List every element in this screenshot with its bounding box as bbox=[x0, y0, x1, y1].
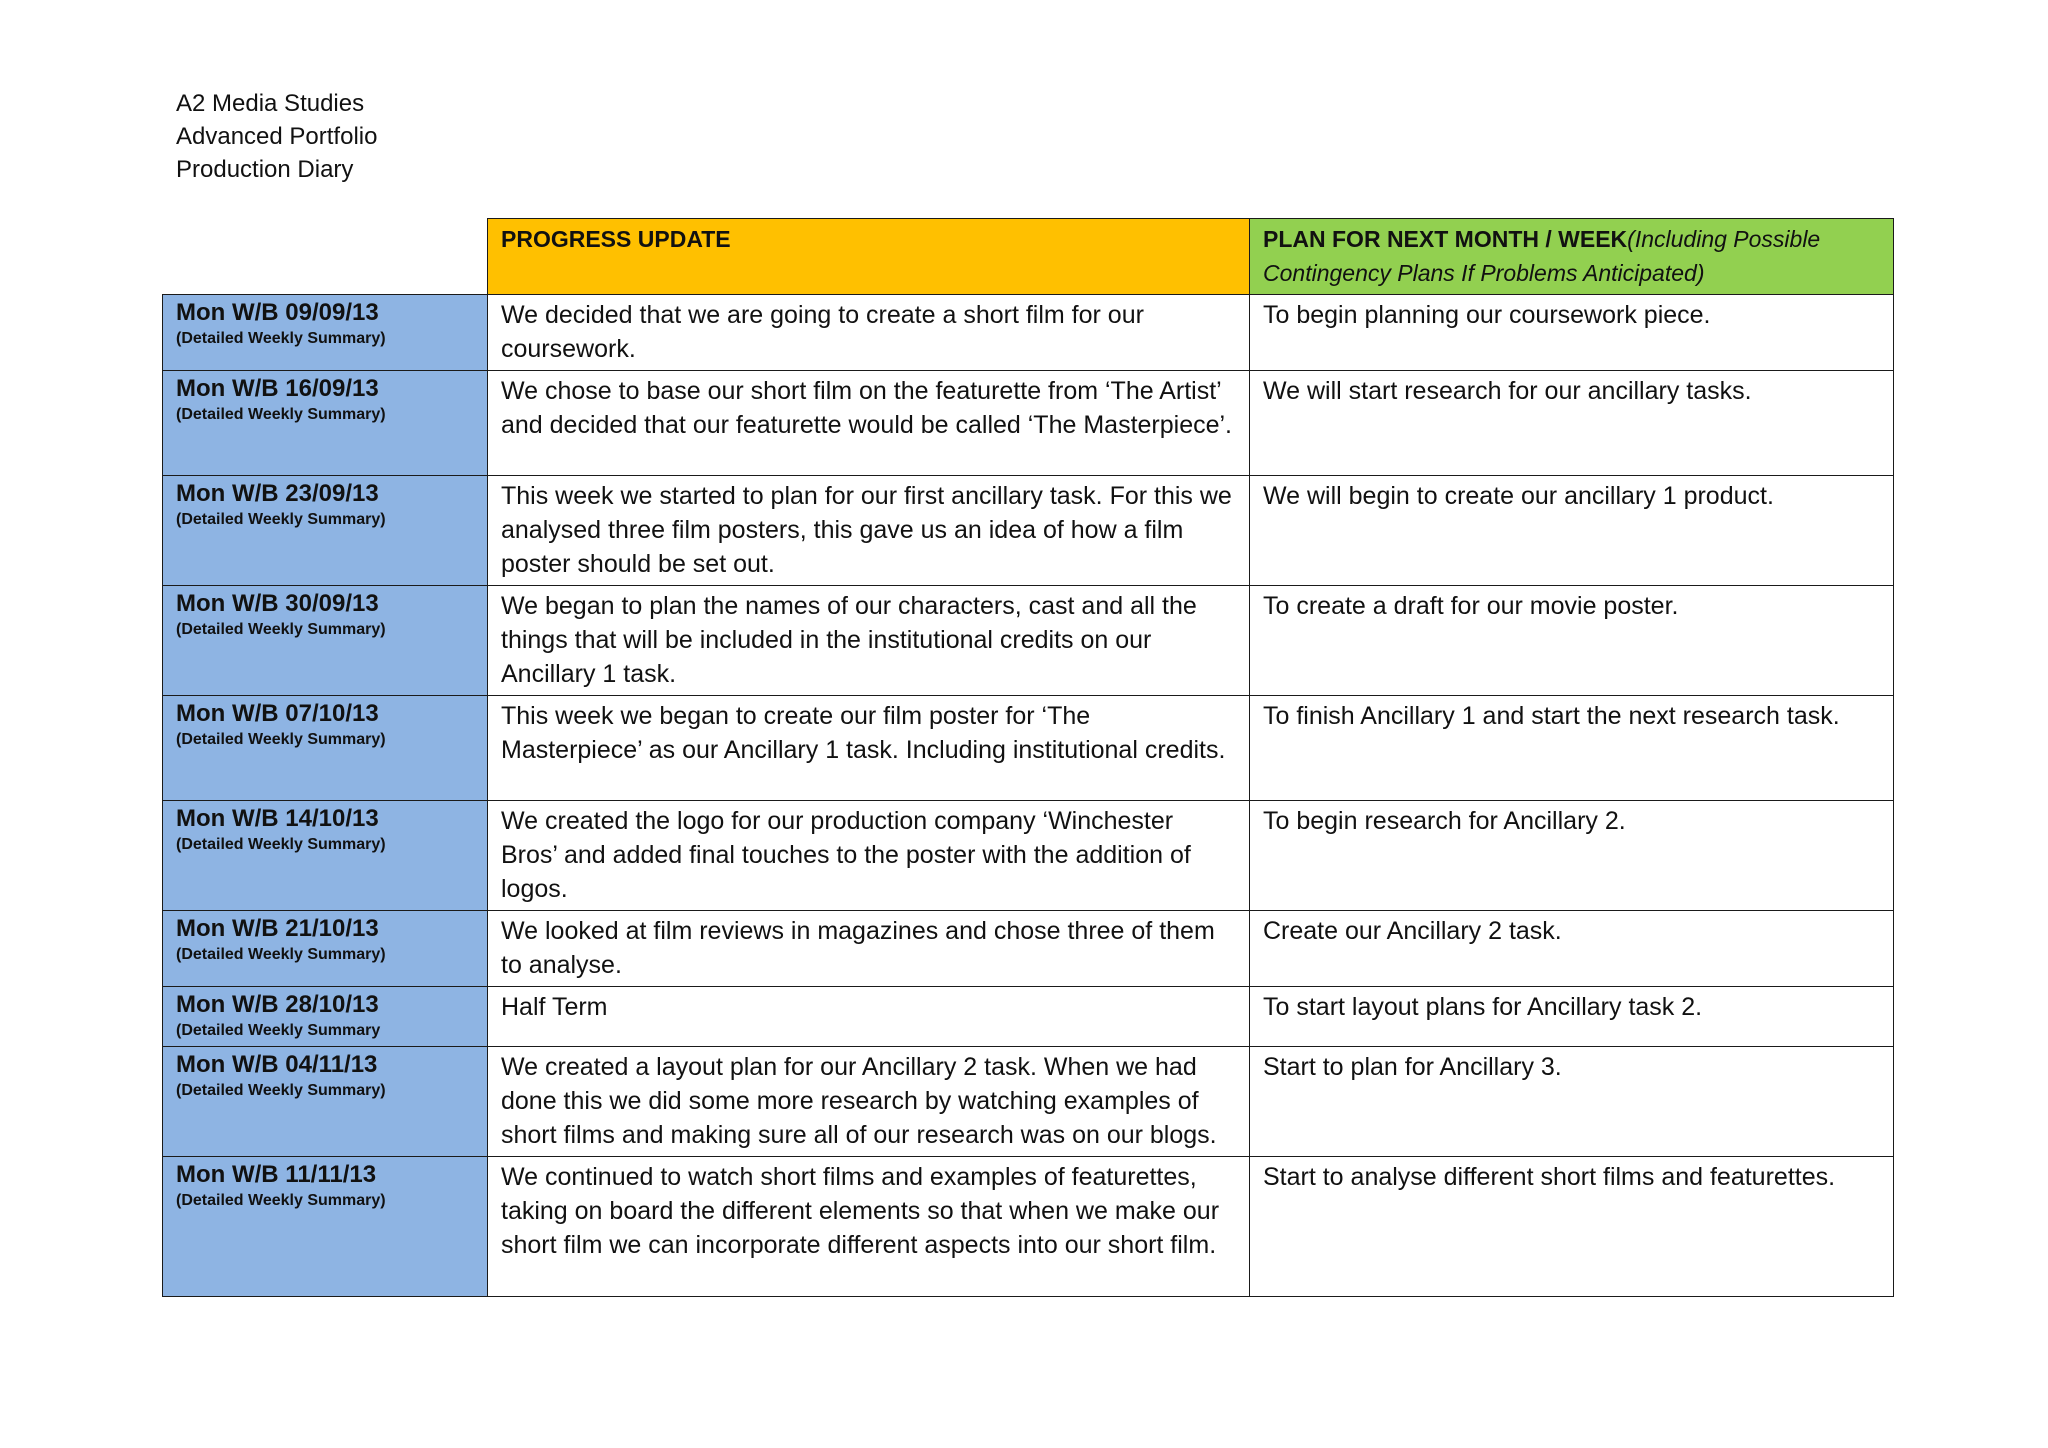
week-label: Mon W/B 30/09/13 bbox=[176, 590, 379, 617]
week-summary-note: (Detailed Weekly Summary) bbox=[176, 511, 386, 528]
week-cell bbox=[163, 696, 488, 801]
plan-next-header bbox=[1250, 219, 1894, 295]
header-blank-cell bbox=[163, 219, 488, 295]
plan-cell: To begin planning our coursework piece. bbox=[1250, 295, 1894, 371]
plan-cell: Create our Ancillary 2 task. bbox=[1250, 911, 1894, 987]
progress-update-header: PROGRESS UPDATE bbox=[488, 219, 1250, 295]
week-cell bbox=[163, 801, 488, 911]
course-title: A2 Media Studies bbox=[176, 90, 365, 117]
week-summary-note: (Detailed Weekly Summary) bbox=[176, 1082, 386, 1099]
progress-cell: We created a layout plan for our Ancillary 2 task. When we had done this we did some more research by watching examples of short films and making sure all of our research was on our blogs. bbox=[488, 1047, 1250, 1157]
week-summary-note: (Detailed Weekly Summary) bbox=[176, 731, 386, 748]
plan-cell: We will begin to create our ancillary 1 product. bbox=[1250, 476, 1894, 586]
week-summary-note: (Detailed Weekly Summary) bbox=[176, 946, 386, 963]
week-summary-note: (Detailed Weekly Summary) bbox=[176, 406, 386, 423]
table-row bbox=[163, 801, 1894, 911]
plan-header-bold: PLAN FOR NEXT MONTH / WEEK bbox=[1263, 226, 1628, 252]
table-row bbox=[163, 696, 1894, 801]
table-row bbox=[163, 987, 1894, 1047]
progress-cell: This week we started to plan for our first ancillary task. For this we analysed three film posters, this gave us an idea of how a film poster should be set out. bbox=[488, 476, 1250, 586]
plan-cell: To create a draft for our movie poster. bbox=[1250, 586, 1894, 696]
week-cell bbox=[163, 911, 488, 987]
table-row bbox=[163, 371, 1894, 476]
week-label: Mon W/B 09/09/13 bbox=[176, 299, 379, 326]
progress-cell: Half Term bbox=[488, 987, 1250, 1047]
progress-cell: We decided that we are going to create a short film for our coursework. bbox=[488, 295, 1250, 371]
week-label: Mon W/B 21/10/13 bbox=[176, 915, 379, 942]
plan-cell: To begin research for Ancillary 2. bbox=[1250, 801, 1894, 911]
plan-cell: Start to analyse different short films and featurettes. bbox=[1250, 1157, 1894, 1297]
week-label: Mon W/B 28/10/13 bbox=[176, 991, 379, 1018]
week-summary-note: (Detailed Weekly Summary) bbox=[176, 330, 386, 347]
progress-cell: This week we began to create our film poster for ‘The Masterpiece’ as our Ancillary 1 task. Including institutional credits. bbox=[488, 696, 1250, 801]
plan-cell: Start to plan for Ancillary 3. bbox=[1250, 1047, 1894, 1157]
table-row bbox=[163, 1047, 1894, 1157]
week-cell bbox=[163, 1047, 488, 1157]
table-row bbox=[163, 911, 1894, 987]
week-label: Mon W/B 04/11/13 bbox=[176, 1051, 378, 1078]
plan-cell: To start layout plans for Ancillary task 2. bbox=[1250, 987, 1894, 1047]
production-diary-table bbox=[162, 218, 1894, 1297]
week-cell bbox=[163, 1157, 488, 1297]
plan-header-italic: (Including Possible Contingency Plans If Problems Anticipated) bbox=[1263, 226, 1821, 286]
week-summary-note: (Detailed Weekly Summary bbox=[176, 1022, 381, 1039]
progress-cell: We created the logo for our production company ‘Winchester Bros’ and added final touches to the poster with the addition of logos. bbox=[488, 801, 1250, 911]
progress-cell: We continued to watch short films and examples of featurettes, taking on board the different elements so that when we make our short film we can incorporate different aspects into our short film. bbox=[488, 1157, 1250, 1297]
progress-cell: We chose to base our short film on the featurette from ‘The Artist’ and decided that our featurette would be called ‘The Masterpiece’. bbox=[488, 371, 1250, 476]
week-label: Mon W/B 16/09/13 bbox=[176, 375, 379, 402]
week-cell bbox=[163, 476, 488, 586]
week-label: Mon W/B 11/11/13 bbox=[176, 1161, 377, 1188]
progress-cell: We looked at film reviews in magazines and chose three of them to analyse. bbox=[488, 911, 1250, 987]
week-label: Mon W/B 23/09/13 bbox=[176, 480, 379, 507]
plan-cell: We will start research for our ancillary tasks. bbox=[1250, 371, 1894, 476]
table-header-row bbox=[163, 219, 1894, 295]
week-label: Mon W/B 14/10/13 bbox=[176, 805, 379, 832]
week-summary-note: (Detailed Weekly Summary) bbox=[176, 836, 386, 853]
table-row bbox=[163, 1157, 1894, 1297]
progress-cell: We began to plan the names of our characters, cast and all the things that will be included in the institutional credits on our Ancillary 1 task. bbox=[488, 586, 1250, 696]
week-cell bbox=[163, 586, 488, 696]
plan-cell: To finish Ancillary 1 and start the next research task. bbox=[1250, 696, 1894, 801]
week-summary-note: (Detailed Weekly Summary) bbox=[176, 621, 386, 638]
table-row bbox=[163, 586, 1894, 696]
week-summary-note: (Detailed Weekly Summary) bbox=[176, 1192, 386, 1209]
document-header bbox=[176, 87, 377, 186]
week-cell bbox=[163, 371, 488, 476]
week-cell bbox=[163, 295, 488, 371]
week-cell bbox=[163, 987, 488, 1047]
table-row bbox=[163, 476, 1894, 586]
diary-title: Production Diary bbox=[176, 156, 354, 183]
portfolio-title: Advanced Portfolio bbox=[176, 123, 378, 150]
week-label: Mon W/B 07/10/13 bbox=[176, 700, 379, 727]
table-row bbox=[163, 295, 1894, 371]
